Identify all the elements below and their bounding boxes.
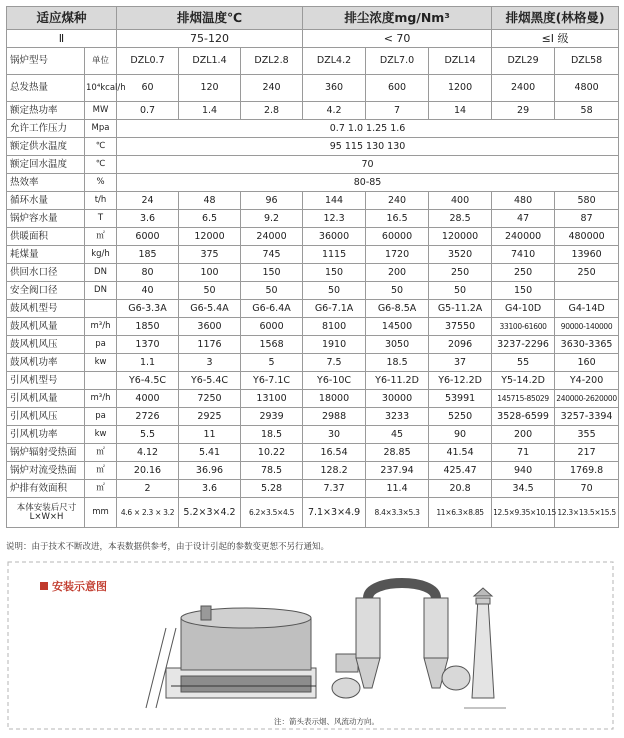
value-cell: 3233 bbox=[366, 408, 429, 426]
value-cell: 7.5 bbox=[303, 354, 366, 372]
value-cell: 120 bbox=[179, 75, 241, 102]
row-unit: ㎡ bbox=[85, 480, 117, 498]
value-cell: 50 bbox=[179, 282, 241, 300]
value-cell: 1850 bbox=[117, 318, 179, 336]
red-square-icon bbox=[40, 582, 48, 590]
value-cell: 4.12 bbox=[117, 444, 179, 462]
value-cell: 6000 bbox=[241, 318, 303, 336]
value-cell: 1370 bbox=[117, 336, 179, 354]
value-cell: 20.8 bbox=[429, 480, 492, 498]
value-cell: 60 bbox=[117, 75, 179, 102]
span-value: 80-85 bbox=[117, 174, 619, 192]
model-cell: DZL4.2 bbox=[303, 48, 366, 75]
row-unit: 10⁴kcal/h bbox=[85, 75, 117, 102]
boiler-drawing bbox=[146, 606, 316, 708]
value-cell: 940 bbox=[492, 462, 555, 480]
value-cell: 36000 bbox=[303, 228, 366, 246]
value-cell: 71 bbox=[492, 444, 555, 462]
row-label: 引风机功率 bbox=[7, 426, 85, 444]
value-cell: 5.2×3×4.2 bbox=[179, 498, 241, 528]
value-cell: 3520 bbox=[429, 246, 492, 264]
value-cell: 41.54 bbox=[429, 444, 492, 462]
row-unit: kg/h bbox=[85, 246, 117, 264]
value-cell: 18.5 bbox=[241, 426, 303, 444]
row-unit: kw bbox=[85, 354, 117, 372]
value-cell: 217 bbox=[555, 444, 619, 462]
row-label: 允许工作压力 bbox=[7, 120, 85, 138]
row-unit: MW bbox=[85, 102, 117, 120]
value-cell: 240 bbox=[241, 75, 303, 102]
row-label: 引风机型号 bbox=[7, 372, 85, 390]
value-cell: 600 bbox=[366, 75, 429, 102]
table-row bbox=[7, 246, 619, 264]
row-unit: % bbox=[85, 174, 117, 192]
value-cell: 45 bbox=[366, 426, 429, 444]
value-cell: 425.47 bbox=[429, 462, 492, 480]
value-cell: G6-8.5A bbox=[366, 300, 429, 318]
value-cell: 2.8 bbox=[241, 102, 303, 120]
value-cell: 29 bbox=[492, 102, 555, 120]
span-row bbox=[7, 156, 619, 174]
row-unit: m³/h bbox=[85, 390, 117, 408]
row-label: 额定供水温度 bbox=[7, 138, 85, 156]
value-cell: 12.3×13.5×15.5 bbox=[555, 498, 619, 528]
value-cell: 150 bbox=[241, 264, 303, 282]
dust-collector-drawing bbox=[332, 583, 470, 698]
row-unit: ㎡ bbox=[85, 444, 117, 462]
blackness-value: ≤Ⅰ 级 bbox=[492, 30, 619, 48]
value-cell: 250 bbox=[429, 264, 492, 282]
row-label: 供暖面积 bbox=[7, 228, 85, 246]
value-cell: 240000 bbox=[492, 228, 555, 246]
value-cell: 6000 bbox=[117, 228, 179, 246]
value-cell: 1176 bbox=[179, 336, 241, 354]
value-cell: 250 bbox=[492, 264, 555, 282]
header-exhaust-temp: 排烟温度℃ bbox=[117, 7, 303, 30]
span-row bbox=[7, 120, 619, 138]
value-cell: 480 bbox=[492, 192, 555, 210]
install-note: 注：箭头表示烟、风流动方向。 bbox=[274, 717, 379, 726]
row-label: 总发热量 bbox=[7, 75, 85, 102]
value-cell: 3.6 bbox=[117, 210, 179, 228]
value-cell: 9.2 bbox=[241, 210, 303, 228]
value-cell: 5.41 bbox=[179, 444, 241, 462]
value-cell: 37 bbox=[429, 354, 492, 372]
row-unit: kw bbox=[85, 426, 117, 444]
value-cell: 11×6.3×8.85 bbox=[429, 498, 492, 528]
row-label: 额定热功率 bbox=[7, 102, 85, 120]
header-coal-type: 适应煤种 bbox=[7, 7, 117, 30]
table-row bbox=[7, 426, 619, 444]
value-cell: 1910 bbox=[303, 336, 366, 354]
row-unit: m³/h bbox=[85, 318, 117, 336]
value-cell: 5.28 bbox=[241, 480, 303, 498]
table-row bbox=[7, 282, 619, 300]
row-label: 循环水量 bbox=[7, 192, 85, 210]
span-row bbox=[7, 174, 619, 192]
value-cell: Y6-11.2D bbox=[366, 372, 429, 390]
value-cell: 160 bbox=[555, 354, 619, 372]
value-cell: 2726 bbox=[117, 408, 179, 426]
value-cell: 70 bbox=[555, 480, 619, 498]
value-cell: 144 bbox=[303, 192, 366, 210]
value-cell: 185 bbox=[117, 246, 179, 264]
value-cell: 18000 bbox=[303, 390, 366, 408]
value-cell: 30000 bbox=[366, 390, 429, 408]
table-row bbox=[7, 390, 619, 408]
model-cell: DZL2.8 bbox=[241, 48, 303, 75]
value-cell: G6-7.1A bbox=[303, 300, 366, 318]
row-label: 引风机风压 bbox=[7, 408, 85, 426]
value-cell: 53991 bbox=[429, 390, 492, 408]
row-label: 锅炉对流受热面 bbox=[7, 462, 85, 480]
value-cell: 375 bbox=[179, 246, 241, 264]
value-cell: 47 bbox=[492, 210, 555, 228]
value-cell: 4.6 × 2.3 × 3.2 bbox=[117, 498, 179, 528]
row-unit: 单位 bbox=[85, 48, 117, 75]
standard-row bbox=[7, 30, 619, 48]
row-label: 耗煤量 bbox=[7, 246, 85, 264]
value-cell: G4-14D bbox=[555, 300, 619, 318]
row-label: 锅炉型号 bbox=[7, 48, 85, 75]
value-cell: 14 bbox=[429, 102, 492, 120]
value-cell: 3528-6599 bbox=[492, 408, 555, 426]
value-cell: 0.7 bbox=[117, 102, 179, 120]
row-unit bbox=[85, 300, 117, 318]
table-row bbox=[7, 372, 619, 390]
row-label: 热效率 bbox=[7, 174, 85, 192]
row-label: 鼓风机风量 bbox=[7, 318, 85, 336]
row-unit: ℃ bbox=[85, 138, 117, 156]
value-cell: 1720 bbox=[366, 246, 429, 264]
value-cell: 24 bbox=[117, 192, 179, 210]
table-row bbox=[7, 318, 619, 336]
value-cell: 37550 bbox=[429, 318, 492, 336]
span-value: 95 115 130 130 bbox=[117, 138, 619, 156]
table-row bbox=[7, 210, 619, 228]
value-cell: 4000 bbox=[117, 390, 179, 408]
value-cell: 28.5 bbox=[429, 210, 492, 228]
row-unit: t/h bbox=[85, 192, 117, 210]
value-cell: 360 bbox=[303, 75, 366, 102]
value-cell: 90 bbox=[429, 426, 492, 444]
row-label: 炉排有效面积 bbox=[7, 480, 85, 498]
value-cell: Y6-4.5C bbox=[117, 372, 179, 390]
table-row bbox=[7, 480, 619, 498]
value-cell: 480000 bbox=[555, 228, 619, 246]
value-cell: 50 bbox=[366, 282, 429, 300]
install-title-text: 安装示意图 bbox=[52, 580, 107, 593]
table-row bbox=[7, 264, 619, 282]
value-cell: 1568 bbox=[241, 336, 303, 354]
value-cell: 50 bbox=[241, 282, 303, 300]
row-label: 本体安装后尺寸 L×W×H bbox=[7, 498, 85, 528]
value-cell: 2400 bbox=[492, 75, 555, 102]
table-row bbox=[7, 354, 619, 372]
value-cell: 1.4 bbox=[179, 102, 241, 120]
row-unit bbox=[85, 372, 117, 390]
value-cell: 400 bbox=[429, 192, 492, 210]
value-cell: 2925 bbox=[179, 408, 241, 426]
value-cell: 1115 bbox=[303, 246, 366, 264]
row-label: 鼓风机型号 bbox=[7, 300, 85, 318]
value-cell: 11.4 bbox=[366, 480, 429, 498]
value-cell: G4-10D bbox=[492, 300, 555, 318]
value-cell: 12000 bbox=[179, 228, 241, 246]
value-cell: G6-6.4A bbox=[241, 300, 303, 318]
table-row bbox=[7, 192, 619, 210]
value-cell: 3237-2296 bbox=[492, 336, 555, 354]
value-cell: 7.1×3×4.9 bbox=[303, 498, 366, 528]
table-row bbox=[7, 102, 619, 120]
value-cell: 8.4×3.3×5.3 bbox=[366, 498, 429, 528]
row-label: 额定回水温度 bbox=[7, 156, 85, 174]
header-dust: 排尘浓度mg/Nm³ bbox=[303, 7, 492, 30]
value-cell: 580 bbox=[555, 192, 619, 210]
value-cell: 200 bbox=[492, 426, 555, 444]
value-cell: Y6-7.1C bbox=[241, 372, 303, 390]
value-cell: 24000 bbox=[241, 228, 303, 246]
row-label: 供回水口径 bbox=[7, 264, 85, 282]
value-cell: 1.1 bbox=[117, 354, 179, 372]
value-cell: 60000 bbox=[366, 228, 429, 246]
value-cell: 128.2 bbox=[303, 462, 366, 480]
span-value: 0.7 1.0 1.25 1.6 bbox=[117, 120, 619, 138]
value-cell: 120000 bbox=[429, 228, 492, 246]
value-cell: 13960 bbox=[555, 246, 619, 264]
value-cell: 10.22 bbox=[241, 444, 303, 462]
value-cell: 40 bbox=[117, 282, 179, 300]
row-label: 安全阀口径 bbox=[7, 282, 85, 300]
value-cell: G6-3.3A bbox=[117, 300, 179, 318]
value-cell: 5 bbox=[241, 354, 303, 372]
model-cell: DZL0.7 bbox=[117, 48, 179, 75]
value-cell: 30 bbox=[303, 426, 366, 444]
value-cell: 90000-140000 bbox=[555, 318, 619, 336]
value-cell: 240 bbox=[366, 192, 429, 210]
value-cell: 78.5 bbox=[241, 462, 303, 480]
spec-table bbox=[6, 6, 619, 528]
value-cell: 7.37 bbox=[303, 480, 366, 498]
chimney-drawing bbox=[464, 588, 506, 708]
table-row bbox=[7, 462, 619, 480]
model-cell: DZL7.0 bbox=[366, 48, 429, 75]
install-title bbox=[40, 578, 107, 594]
row-unit: T bbox=[85, 210, 117, 228]
row-unit: ℃ bbox=[85, 156, 117, 174]
model-cell: DZL1.4 bbox=[179, 48, 241, 75]
value-cell: 96 bbox=[241, 192, 303, 210]
value-cell: 6.5 bbox=[179, 210, 241, 228]
row-label: 引风机风量 bbox=[7, 390, 85, 408]
row-unit: ㎡ bbox=[85, 228, 117, 246]
footnote: 说明：由于技术不断改进，本表数据供参考，由于设计引起的参数变更恕不另行通知。 bbox=[6, 542, 330, 552]
value-cell: 3050 bbox=[366, 336, 429, 354]
value-cell: 1769.8 bbox=[555, 462, 619, 480]
table-row bbox=[7, 228, 619, 246]
value-cell: 240000-2620000 bbox=[555, 390, 619, 408]
value-cell: Y4-200 bbox=[555, 372, 619, 390]
row-label: 鼓风机风压 bbox=[7, 336, 85, 354]
value-cell: Y6-10C bbox=[303, 372, 366, 390]
value-cell: 2939 bbox=[241, 408, 303, 426]
value-cell: 6.2×3.5×4.5 bbox=[241, 498, 303, 528]
row-unit: mm bbox=[85, 498, 117, 528]
value-cell: 12.3 bbox=[303, 210, 366, 228]
value-cell: 4800 bbox=[555, 75, 619, 102]
row-unit: pa bbox=[85, 408, 117, 426]
value-cell: 237.94 bbox=[366, 462, 429, 480]
value-cell: 16.5 bbox=[366, 210, 429, 228]
table-row bbox=[7, 408, 619, 426]
value-cell: 5.5 bbox=[117, 426, 179, 444]
row-label: 鼓风机功率 bbox=[7, 354, 85, 372]
table-row bbox=[7, 444, 619, 462]
value-cell: Y5-14.2D bbox=[492, 372, 555, 390]
table-row bbox=[7, 300, 619, 318]
table-row bbox=[7, 498, 619, 528]
value-cell: 13100 bbox=[241, 390, 303, 408]
value-cell: 36.96 bbox=[179, 462, 241, 480]
value-cell: 7 bbox=[366, 102, 429, 120]
value-cell: 18.5 bbox=[366, 354, 429, 372]
header-blackness: 排烟黑度(林格曼) bbox=[492, 7, 619, 30]
value-cell: G6-5.4A bbox=[179, 300, 241, 318]
value-cell: 3257-3394 bbox=[555, 408, 619, 426]
row-unit: DN bbox=[85, 282, 117, 300]
value-cell: Y6-12.2D bbox=[429, 372, 492, 390]
value-cell: 150 bbox=[303, 264, 366, 282]
value-cell: 2 bbox=[117, 480, 179, 498]
value-cell: 48 bbox=[179, 192, 241, 210]
value-cell: 16.54 bbox=[303, 444, 366, 462]
coal-class: Ⅱ bbox=[7, 30, 117, 48]
value-cell: 3630-3365 bbox=[555, 336, 619, 354]
value-cell: 100 bbox=[179, 264, 241, 282]
value-cell: 33100-61600 bbox=[492, 318, 555, 336]
value-cell: 12.5×9.35×10.15 bbox=[492, 498, 555, 528]
span-value: 70 bbox=[117, 156, 619, 174]
value-cell: 355 bbox=[555, 426, 619, 444]
value-cell: 3600 bbox=[179, 318, 241, 336]
value-cell: 28.85 bbox=[366, 444, 429, 462]
value-cell: 58 bbox=[555, 102, 619, 120]
value-cell: G5-11.2A bbox=[429, 300, 492, 318]
value-cell: 200 bbox=[366, 264, 429, 282]
model-cell: DZL29 bbox=[492, 48, 555, 75]
value-cell: 2988 bbox=[303, 408, 366, 426]
model-row bbox=[7, 48, 619, 75]
value-cell: 87 bbox=[555, 210, 619, 228]
value-cell: 7410 bbox=[492, 246, 555, 264]
value-cell: 80 bbox=[117, 264, 179, 282]
value-cell: 745 bbox=[241, 246, 303, 264]
row-unit: ㎡ bbox=[85, 462, 117, 480]
value-cell: 55 bbox=[492, 354, 555, 372]
value-cell: 2096 bbox=[429, 336, 492, 354]
row-label: 锅炉辐射受热面 bbox=[7, 444, 85, 462]
value-cell: 50 bbox=[429, 282, 492, 300]
value-cell: 11 bbox=[179, 426, 241, 444]
value-cell: 3 bbox=[179, 354, 241, 372]
value-cell: 50 bbox=[303, 282, 366, 300]
row-unit: Mpa bbox=[85, 120, 117, 138]
value-cell: 3.6 bbox=[179, 480, 241, 498]
value-cell: 5250 bbox=[429, 408, 492, 426]
value-cell: 34.5 bbox=[492, 480, 555, 498]
model-cell: DZL14 bbox=[429, 48, 492, 75]
value-cell: 7250 bbox=[179, 390, 241, 408]
value-cell: Y6-5.4C bbox=[179, 372, 241, 390]
table-row bbox=[7, 336, 619, 354]
temp-range: 75-120 bbox=[117, 30, 303, 48]
value-cell: 14500 bbox=[366, 318, 429, 336]
value-cell: 150 bbox=[492, 282, 555, 300]
install-diagram-panel bbox=[6, 558, 616, 732]
span-row bbox=[7, 138, 619, 156]
value-cell: 4.2 bbox=[303, 102, 366, 120]
value-cell bbox=[555, 282, 619, 300]
row-unit: pa bbox=[85, 336, 117, 354]
value-cell: 20.16 bbox=[117, 462, 179, 480]
value-cell: 1200 bbox=[429, 75, 492, 102]
dust-value: < 70 bbox=[303, 30, 492, 48]
value-cell: 250 bbox=[555, 264, 619, 282]
header-row bbox=[7, 7, 619, 30]
row-label: 锅炉容水量 bbox=[7, 210, 85, 228]
value-cell: 8100 bbox=[303, 318, 366, 336]
row-unit: DN bbox=[85, 264, 117, 282]
table-row bbox=[7, 75, 619, 102]
value-cell: 145715-85029 bbox=[492, 390, 555, 408]
model-cell: DZL58 bbox=[555, 48, 619, 75]
